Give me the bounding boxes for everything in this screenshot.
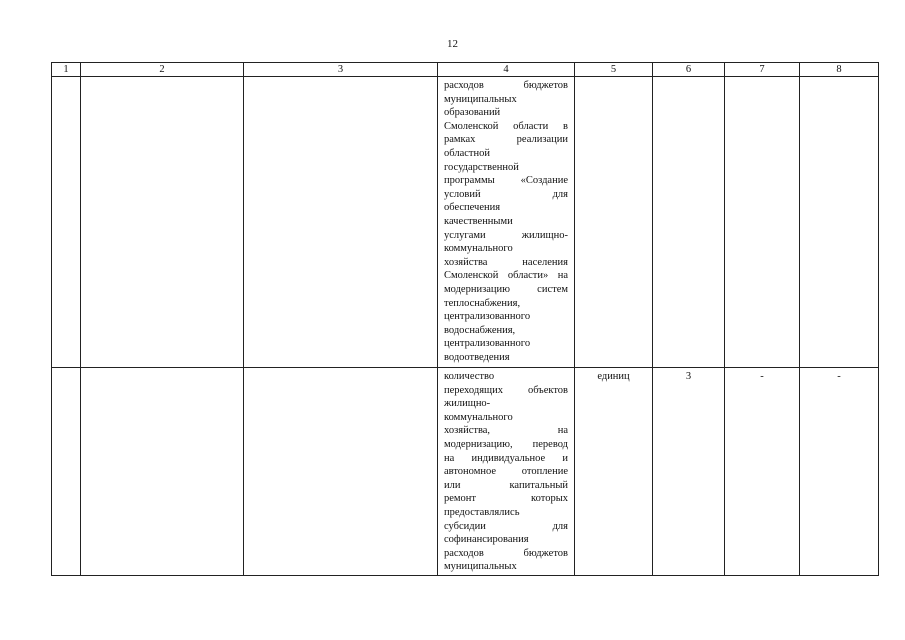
- text-line: водоотведения: [444, 351, 510, 363]
- text-line: государственной: [444, 161, 519, 173]
- cell-col7: -: [725, 368, 800, 576]
- text-line: или капитальный: [444, 479, 568, 491]
- text-line: модернизацию систем: [444, 283, 568, 295]
- text-line: программы «Создание: [444, 175, 568, 187]
- cell-unit: [575, 77, 653, 368]
- text-line: централизованного: [444, 338, 531, 350]
- cell-col8: -: [800, 368, 879, 576]
- col-header-5: 5: [575, 63, 653, 77]
- col-header-3: 3: [244, 63, 438, 77]
- cell-indicator-text: [438, 77, 575, 368]
- text-line: ремонт которых: [444, 493, 568, 505]
- text-line: коммунального: [444, 243, 513, 255]
- text-line: обеспечения: [444, 202, 501, 214]
- cell-col3: [244, 77, 438, 368]
- text-line: образований: [444, 107, 501, 119]
- header-row: [52, 63, 879, 77]
- text-line: качественными: [444, 215, 513, 227]
- text-line: условий для: [444, 188, 568, 200]
- data-table: [51, 62, 879, 576]
- cell-col1: [52, 368, 81, 576]
- cell-col8: [800, 77, 879, 368]
- text-line: коммунального: [444, 411, 513, 423]
- cell-value: [653, 77, 725, 368]
- col-header-2: 2: [81, 63, 244, 77]
- col-header-8: 8: [800, 63, 879, 77]
- text-line: хозяйства, на: [444, 425, 568, 437]
- col-header-7: 7: [725, 63, 800, 77]
- text-line: на индивидуальное и: [444, 452, 568, 464]
- cell-unit: единиц: [575, 368, 653, 576]
- cell-col3: [244, 368, 438, 576]
- text-line: водоснабжения,: [444, 324, 516, 336]
- cell-col2: [81, 77, 244, 368]
- cell-indicator-text: [438, 368, 575, 576]
- text-line: софинансирования: [444, 534, 529, 546]
- text-line: хозяйства населения: [444, 256, 568, 268]
- text-line: теплоснабжения,: [444, 297, 521, 309]
- cell-col2: [81, 368, 244, 576]
- text-line: модернизацию, перевод: [444, 438, 568, 450]
- col-header-6: 6: [653, 63, 725, 77]
- text-line: предоставлялись: [444, 506, 520, 518]
- text-line: Смоленской области» на: [444, 270, 568, 282]
- text-line: централизованного: [444, 311, 531, 323]
- table-row: [52, 77, 879, 368]
- text-line: муниципальных: [444, 93, 517, 105]
- col-header-4: 4: [438, 63, 575, 77]
- text-line: расходов бюджетов: [444, 80, 568, 91]
- cell-value: 3: [653, 368, 725, 576]
- text-line: жилищно-: [444, 398, 491, 410]
- page-number: 12: [447, 38, 458, 50]
- text-line: муниципальных: [444, 561, 517, 573]
- text-line: автономное отопление: [444, 466, 568, 478]
- text-line: количество: [444, 371, 495, 382]
- cell-col1: [52, 77, 81, 368]
- text-line: переходящих объектов: [444, 384, 568, 396]
- col-header-1: 1: [52, 63, 81, 77]
- text-line: услугами жилищно-: [444, 229, 568, 241]
- text-line: Смоленской области в: [444, 120, 568, 132]
- cell-col7: [725, 77, 800, 368]
- text-line: рамках реализации: [444, 134, 568, 146]
- text-line: областной: [444, 147, 490, 159]
- text-line: расходов бюджетов: [444, 547, 568, 559]
- text-line: субсидии для: [444, 520, 568, 532]
- table-row: [52, 368, 879, 576]
